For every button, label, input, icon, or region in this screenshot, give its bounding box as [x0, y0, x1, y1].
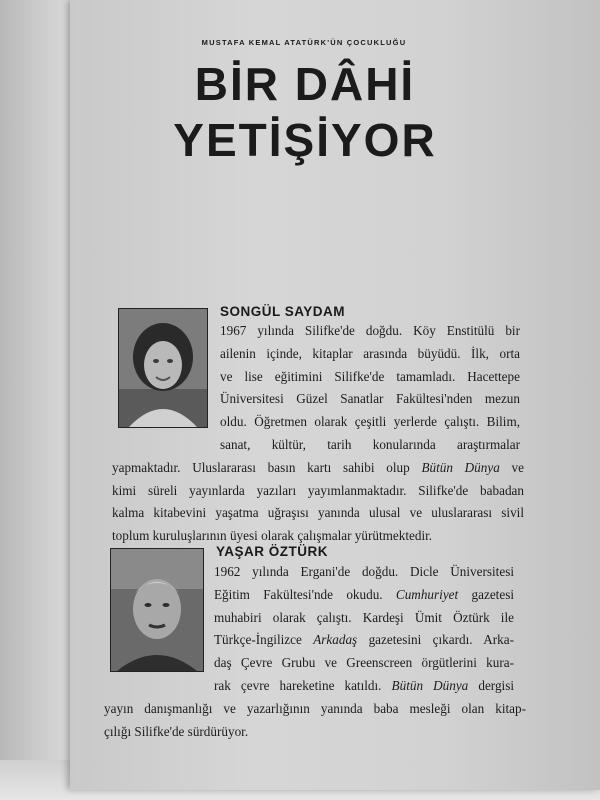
bio-line: ve lise eğitimini Silifke'de tamamladı. Hacettepe: [220, 368, 520, 384]
bio-line: 1967 yılında Silifke'de doğdu. Köy Enstitülü bir: [220, 323, 520, 338]
bio-line: rak çevre hareketine katıldı. Bütün Dünya dergisi: [214, 677, 514, 693]
bio-line: yayın danışmanlığı ve yazarlığının yanında baba mesleği olan kitap-: [104, 700, 526, 716]
bio-line: Türkçe-İngilizce Arkadaş gazetesini çıkardı. Arka-: [214, 632, 514, 648]
author-bio-2: [104, 561, 526, 743]
bio-line: toplum kuruluşlarının üyesi olarak çalışmalar yürütmektedir.: [112, 528, 433, 544]
bio-line: muhabiri olarak çalıştı. Kardeşi Ümit Öztürk ile: [214, 609, 514, 625]
bio-line: daş Çevre Grubu ve Greenscreen örgütlerini kura-: [214, 655, 514, 671]
bleed-through-text: [220, 190, 238, 270]
bio-line: kimi süreli yayınlarda yazıları yayımlanmaktadır. Silifke'de babadan: [112, 482, 524, 498]
bio-line: 1962 yılında Ergani'de doğdu. Dicle Üniversitesi: [214, 564, 514, 579]
bio-line: Eğitim Fakültesi'nde okudu. Cumhuriyet gazetesi: [214, 586, 514, 602]
bio-line: sanat, kültür, tarih konularında araştırmalar: [220, 436, 520, 452]
bio-line: kalma kitabevini yaşatma uğraşısı yanında ulusal ve uluslararası sivil: [112, 505, 524, 521]
bio-line: yapmaktadır. Uluslararası basın kartı sahibi olup Bütün Dünya ve: [112, 459, 524, 475]
bio-line: oldu. Öğretmen olarak çeşitli yerlerde çalıştı. Bilim,: [220, 414, 520, 430]
book-title-line1: BİR DÂHİ: [194, 58, 416, 110]
author-bio-1: [112, 320, 524, 548]
bio-line: çılığı Silifke'de sürdürüyor.: [104, 723, 249, 739]
bio-line: ailenin içinde, kitaplar arasında büyüdü. İlk, orta: [220, 345, 520, 361]
series-title: MUSTAFA KEMAL ATATÜRK'ÜN ÇOCUKLUĞU: [201, 38, 407, 47]
author-name: SONGÜL SAYDAM: [220, 304, 346, 319]
bio-line: Üniversitesi Güzel Sanatlar Fakültesi'nden mezun: [220, 391, 520, 407]
book-title-line2: YETİŞİYOR: [173, 114, 437, 166]
author-name: YAŞAR ÖZTÜRK: [216, 544, 329, 559]
